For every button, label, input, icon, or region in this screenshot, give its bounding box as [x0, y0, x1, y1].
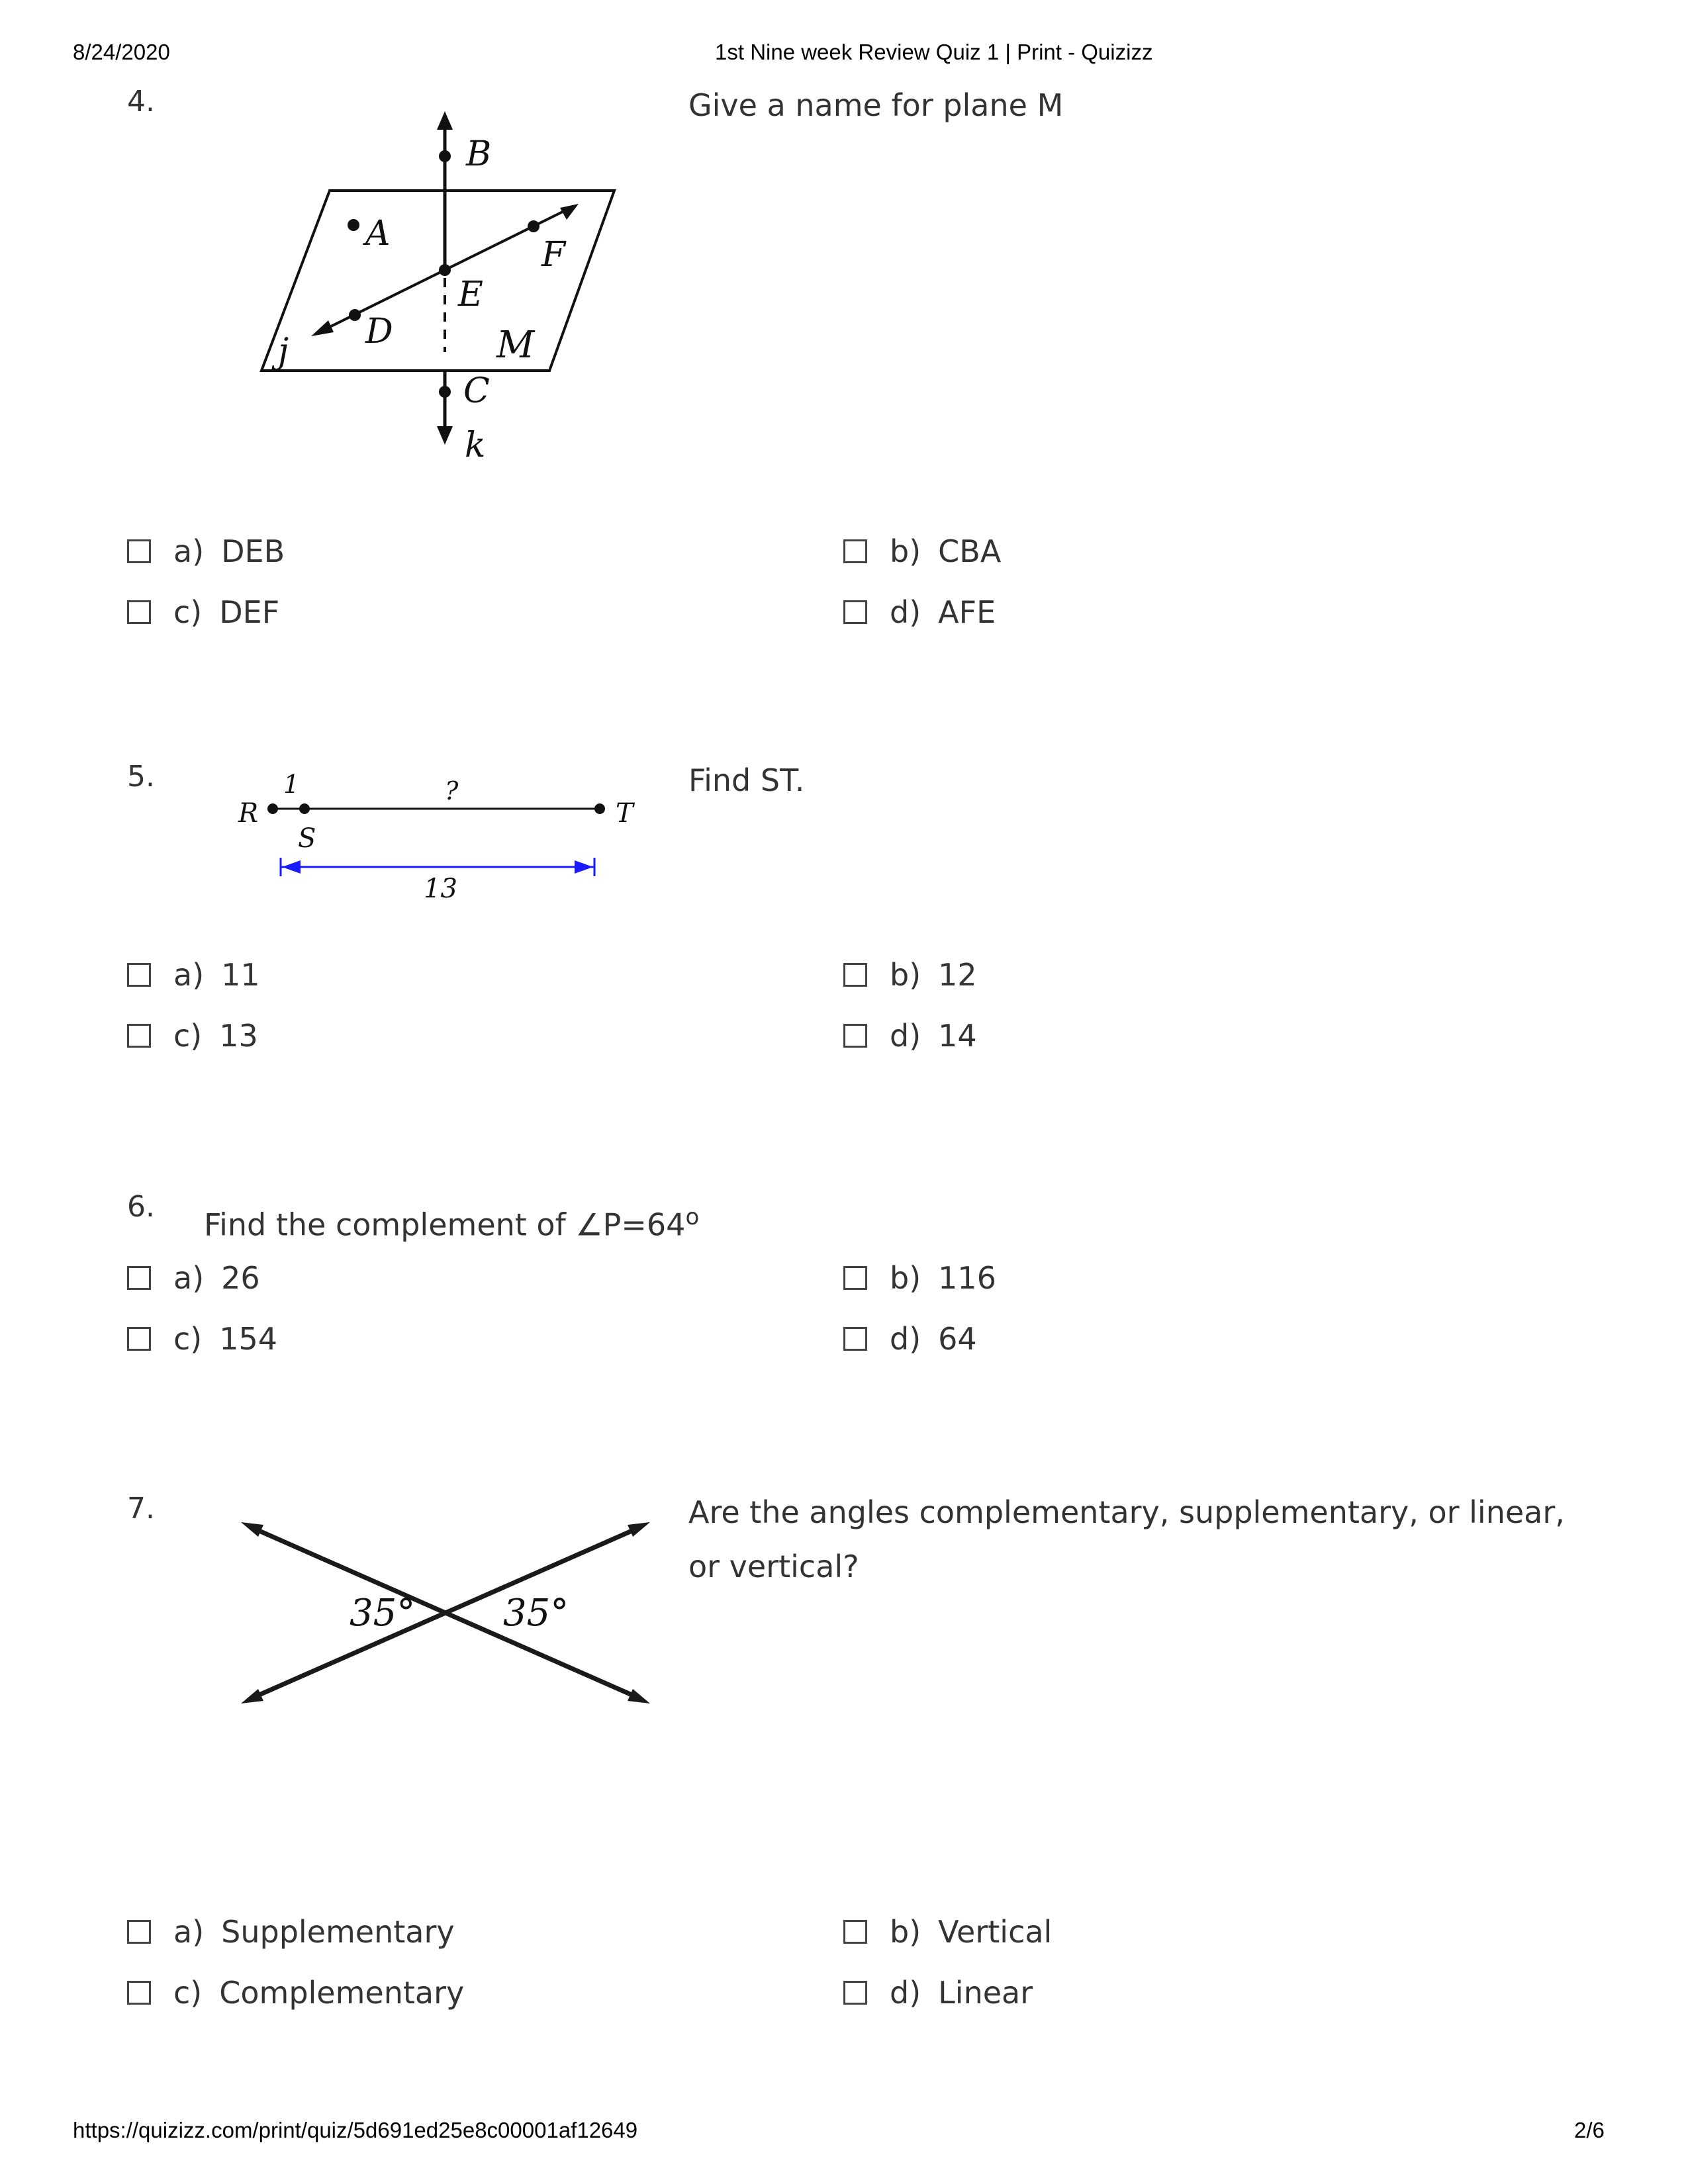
option-text: 154 [219, 1321, 278, 1357]
option-letter: d) [890, 1321, 921, 1357]
question-number: 5. [127, 760, 155, 794]
option-text: 13 [219, 1018, 258, 1054]
checkbox[interactable] [843, 1920, 867, 1944]
arrow-1a [241, 1522, 263, 1537]
option-letter: a) [173, 1914, 205, 1950]
option-letter: a) [173, 533, 205, 569]
option-b[interactable] [843, 1914, 1052, 1950]
option-letter: d) [890, 594, 921, 630]
option-letter: c) [173, 1018, 203, 1054]
print-date: 8/24/2020 [73, 40, 170, 64]
option-d[interactable] [843, 1975, 1033, 2011]
question-text: Are the angles complementary, supplementary, or linear, or vertical? [688, 1494, 1565, 1584]
label-t: T [616, 798, 633, 829]
arrow-1b [628, 1689, 650, 1704]
label-m: M [496, 324, 535, 367]
option-letter: c) [173, 1975, 203, 2011]
option-text: 64 [938, 1321, 977, 1357]
degree-superscript: o [685, 1204, 700, 1230]
option-text: Supplementary [221, 1914, 455, 1950]
label-b: B [466, 134, 492, 174]
option-c[interactable] [127, 1975, 464, 2011]
label-s: S [298, 823, 316, 854]
option-letter: c) [173, 594, 203, 630]
option-letter: b) [890, 1914, 921, 1950]
option-text: 14 [938, 1018, 977, 1054]
label-a: A [365, 214, 391, 253]
checkbox[interactable] [127, 1920, 151, 1944]
label-total: 13 [424, 874, 457, 904]
question-number: 6. [127, 1190, 155, 1224]
option-text: Vertical [938, 1914, 1053, 1950]
label-k: k [465, 426, 486, 465]
page-number: 2/6 [1574, 2118, 1605, 2142]
option-text: 11 [221, 957, 260, 993]
option-letter: d) [890, 1975, 921, 2011]
option-text: DEF [219, 594, 280, 630]
checkbox[interactable] [127, 1981, 151, 2005]
question-text: Give a name for plane M [688, 87, 1064, 123]
label-f: F [541, 235, 566, 275]
option-letter: c) [173, 1321, 203, 1357]
label-st: ? [445, 776, 459, 805]
question-number: 7. [127, 1492, 155, 1525]
option-letter: b) [890, 1260, 921, 1296]
arrow-2a [241, 1689, 263, 1704]
label-right-angle: 35° [503, 1592, 569, 1635]
option-text: 12 [938, 957, 977, 993]
option-a[interactable] [127, 1914, 455, 1950]
option-text: CBA [938, 533, 1002, 569]
option-text: 26 [221, 1260, 260, 1296]
option-letter: b) [890, 533, 921, 569]
arrow-2b [628, 1522, 650, 1537]
option-text: Linear [938, 1975, 1033, 2011]
label-r: R [238, 798, 259, 829]
page-url[interactable]: https://quizizz.com/print/quiz/5d691ed25e8c00001af12649 [73, 2118, 638, 2142]
option-letter: b) [890, 957, 921, 993]
option-text: AFE [938, 594, 996, 630]
option-letter: d) [890, 1018, 921, 1054]
page-title: 1st Nine week Review Quiz 1 | Print - Quizizz [715, 40, 1153, 64]
option-text: Complementary [219, 1975, 465, 2011]
label-d: D [365, 312, 393, 351]
label-rs: 1 [283, 770, 300, 799]
checkbox[interactable] [843, 1981, 867, 2005]
option-letter: a) [173, 1260, 205, 1296]
question-number: 4. [127, 85, 155, 118]
option-text: DEB [221, 533, 285, 569]
question-text: Find ST. [688, 762, 805, 798]
question-text-main: Find the complement of ∠P=64 [204, 1206, 686, 1243]
label-e: E [458, 275, 483, 314]
label-j: j [278, 332, 289, 371]
label-left-angle: 35° [350, 1592, 416, 1635]
option-letter: a) [173, 957, 205, 993]
label-c: C [463, 371, 490, 411]
option-text: 116 [938, 1260, 996, 1296]
